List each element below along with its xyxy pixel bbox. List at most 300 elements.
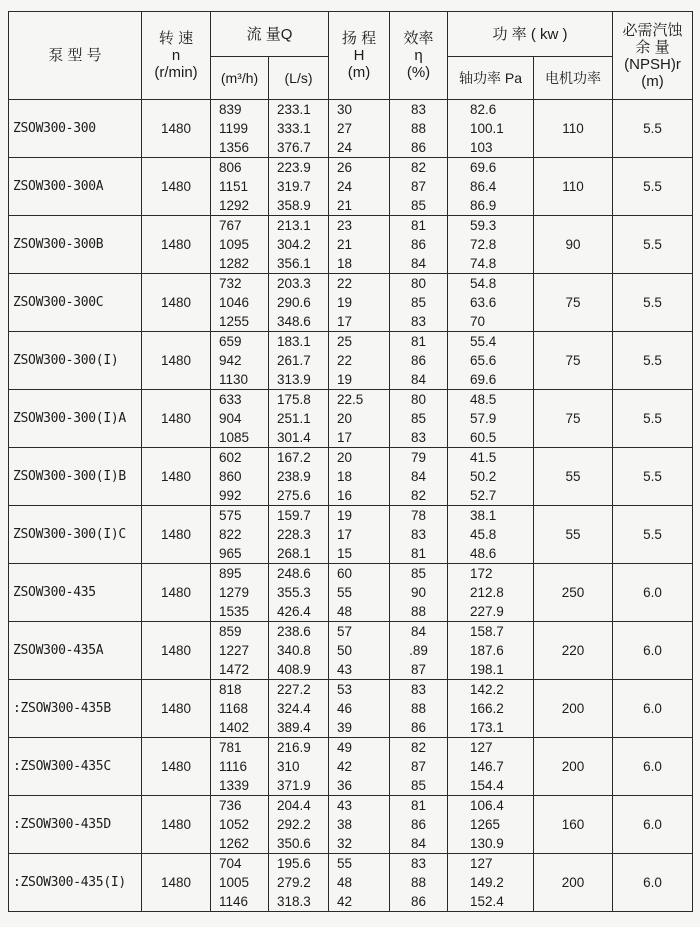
head-cell xyxy=(329,100,390,158)
flow-m3h-cell-value: 992 xyxy=(219,488,242,503)
head-cell-value: 20 xyxy=(337,450,353,465)
efficiency-cell-value: 84 xyxy=(410,624,427,639)
table-row xyxy=(9,274,693,332)
efficiency-cell-value: 78 xyxy=(410,508,427,523)
flow-ls-cell xyxy=(269,854,329,912)
head-cell-value: 43 xyxy=(337,662,353,677)
head-cell-value: 48 xyxy=(337,604,353,619)
flow-m3h-cell-value: 965 xyxy=(219,546,242,561)
efficiency-cell-value: 81 xyxy=(410,798,427,813)
speed-cell: 1480 xyxy=(142,274,211,332)
head-cell-value: 19 xyxy=(337,372,353,387)
flow-m3h-cell-value: 732 xyxy=(219,276,242,291)
shaft-power-cell-value: 86.9 xyxy=(470,198,497,213)
table-row xyxy=(9,622,693,680)
head-cell-value: 21 xyxy=(337,237,353,252)
efficiency-cell xyxy=(390,390,448,448)
head-cell xyxy=(329,796,390,854)
npsh-cell: 6.0 xyxy=(613,854,693,912)
flow-m3h-cell-value: 942 xyxy=(219,353,242,368)
flow-ls-cell-value: 159.7 xyxy=(277,508,311,523)
head-cell-value: 46 xyxy=(337,701,353,716)
efficiency-cell-value: 85 xyxy=(410,411,427,426)
head-cell xyxy=(329,216,390,274)
header-efficiency: 效率 η (%) xyxy=(390,12,448,100)
motor-power-cell: 75 xyxy=(534,332,613,390)
flow-ls-cell-value: 389.4 xyxy=(277,720,311,735)
motor-power-cell: 75 xyxy=(534,390,613,448)
flow-m3h-cell-value: 1168 xyxy=(219,701,249,716)
npsh-cell: 6.0 xyxy=(613,796,693,854)
head-cell-value: 30 xyxy=(337,102,353,117)
flow-ls-cell-value: 356.1 xyxy=(277,256,311,271)
speed-cell: 1480 xyxy=(142,216,211,274)
flow-ls-cell-value: 340.8 xyxy=(277,643,311,658)
npsh-cell: 6.0 xyxy=(613,622,693,680)
head-cell-value: 57 xyxy=(337,624,353,639)
shaft-power-cell-value: 154.4 xyxy=(470,778,504,793)
table-row xyxy=(9,332,693,390)
shaft-power-cell xyxy=(448,622,534,680)
flow-ls-cell xyxy=(269,216,329,274)
flow-m3h-cell xyxy=(211,680,269,738)
efficiency-cell-value: 84 xyxy=(410,256,427,271)
efficiency-cell xyxy=(390,158,448,216)
flow-ls-cell-value: 233.1 xyxy=(277,102,311,117)
shaft-power-cell-value: 69.6 xyxy=(470,372,497,387)
flow-ls-cell-value: 348.6 xyxy=(277,314,311,329)
shaft-power-cell xyxy=(448,158,534,216)
shaft-power-cell-value: 100.1 xyxy=(470,121,504,136)
motor-power-cell: 55 xyxy=(534,506,613,564)
shaft-power-cell-value: 52.7 xyxy=(470,488,497,503)
efficiency-cell-value: 83 xyxy=(410,314,427,329)
flow-ls-cell-value: 279.2 xyxy=(277,875,311,890)
speed-cell: 1480 xyxy=(142,564,211,622)
flow-ls-cell-value: 175.8 xyxy=(277,392,311,407)
shaft-power-cell-value: 82.6 xyxy=(470,102,497,117)
flow-m3h-cell-value: 1095 xyxy=(219,237,250,252)
flow-m3h-cell xyxy=(211,390,269,448)
shaft-power-cell-value: 212.8 xyxy=(470,585,504,600)
npsh-cell: 5.5 xyxy=(613,100,693,158)
shaft-power-cell-value: 198.1 xyxy=(470,662,504,677)
flow-ls-cell xyxy=(269,448,329,506)
model-cell: ZSOW300-300C xyxy=(9,274,142,332)
shaft-power-cell xyxy=(448,274,534,332)
flow-m3h-cell-value: 806 xyxy=(219,160,242,175)
flow-m3h-cell-value: 704 xyxy=(219,856,242,871)
efficiency-cell xyxy=(390,506,448,564)
npsh-cell: 5.5 xyxy=(613,390,693,448)
head-cell xyxy=(329,274,390,332)
npsh-cell: 6.0 xyxy=(613,564,693,622)
head-cell-value: 19 xyxy=(337,295,353,310)
shaft-power-cell-value: 106.4 xyxy=(470,798,504,813)
model-cell: ZSOW300-300(I)B xyxy=(9,448,142,506)
speed-cell: 1480 xyxy=(142,738,211,796)
efficiency-cell-value: 81 xyxy=(410,546,427,561)
flow-ls-cell xyxy=(269,100,329,158)
efficiency-cell xyxy=(390,622,448,680)
flow-ls-cell-value: 319.7 xyxy=(277,179,311,194)
flow-m3h-cell-value: 1292 xyxy=(219,198,250,213)
head-cell xyxy=(329,332,390,390)
efficiency-cell-value: 86 xyxy=(410,140,427,155)
shaft-power-cell-value: 173.1 xyxy=(470,720,504,735)
shaft-power-cell-value: 65.6 xyxy=(470,353,497,368)
shaft-power-cell-value: 130.9 xyxy=(470,836,504,851)
motor-power-cell: 250 xyxy=(534,564,613,622)
flow-m3h-cell-value: 1402 xyxy=(219,720,250,735)
shaft-power-cell xyxy=(448,100,534,158)
speed-cell: 1480 xyxy=(142,448,211,506)
speed-cell: 1480 xyxy=(142,854,211,912)
flow-ls-cell-value: 304.2 xyxy=(277,237,311,252)
table-row xyxy=(9,448,693,506)
flow-m3h-cell xyxy=(211,332,269,390)
flow-ls-cell-value: 183.1 xyxy=(277,334,311,349)
head-cell-value: 20 xyxy=(337,411,353,426)
flow-ls-cell xyxy=(269,622,329,680)
speed-cell: 1480 xyxy=(142,796,211,854)
shaft-power-cell-value: 86.4 xyxy=(470,179,497,194)
flow-m3h-cell-value: 859 xyxy=(219,624,242,639)
head-cell-value: 27 xyxy=(337,121,353,136)
flow-m3h-cell xyxy=(211,564,269,622)
flow-m3h-cell-value: 1255 xyxy=(219,314,250,329)
head-cell-value: 49 xyxy=(337,740,353,755)
flow-m3h-cell xyxy=(211,796,269,854)
flow-ls-cell-value: 261.7 xyxy=(277,353,311,368)
efficiency-cell-value: 83 xyxy=(410,682,427,697)
npsh-cell: 5.5 xyxy=(613,448,693,506)
flow-m3h-cell xyxy=(211,274,269,332)
efficiency-cell-value: 85 xyxy=(410,198,427,213)
flow-ls-cell-value: 333.1 xyxy=(277,121,311,136)
flow-m3h-cell-value: 860 xyxy=(219,469,242,484)
flow-m3h-cell-value: 602 xyxy=(219,450,242,465)
flow-ls-cell xyxy=(269,564,329,622)
speed-cell: 1480 xyxy=(142,390,211,448)
head-cell-value: 15 xyxy=(337,546,353,561)
shaft-power-cell-value: 146.7 xyxy=(470,759,504,774)
table-row xyxy=(9,390,693,448)
motor-power-cell: 55 xyxy=(534,448,613,506)
efficiency-cell-value: 82 xyxy=(410,740,427,755)
flow-ls-cell xyxy=(269,274,329,332)
flow-m3h-cell-value: 1472 xyxy=(219,662,250,677)
shaft-power-cell xyxy=(448,680,534,738)
speed-cell: 1480 xyxy=(142,680,211,738)
flow-m3h-cell-value: 895 xyxy=(219,566,242,581)
flow-m3h-cell-value: 1199 xyxy=(219,121,249,136)
head-cell-value: 18 xyxy=(337,256,353,271)
shaft-power-cell-value: 227.9 xyxy=(470,604,504,619)
flow-ls-cell-value: 376.7 xyxy=(277,140,311,155)
table-body xyxy=(9,100,693,912)
shaft-power-cell xyxy=(448,738,534,796)
shaft-power-cell-value: 57.9 xyxy=(470,411,497,426)
head-cell-value: 19 xyxy=(337,508,353,523)
shaft-power-cell xyxy=(448,854,534,912)
flow-ls-cell xyxy=(269,158,329,216)
table-row xyxy=(9,158,693,216)
flow-ls-cell xyxy=(269,738,329,796)
efficiency-cell-value: 80 xyxy=(410,392,427,407)
flow-ls-cell-value: 238.6 xyxy=(277,624,311,639)
shaft-power-cell-value: 69.6 xyxy=(470,160,497,175)
efficiency-cell-value: 86 xyxy=(410,353,427,368)
head-cell xyxy=(329,390,390,448)
flow-ls-cell-value: 223.9 xyxy=(277,160,311,175)
flow-ls-cell xyxy=(269,506,329,564)
efficiency-cell-value: 83 xyxy=(410,102,427,117)
table-row xyxy=(9,564,693,622)
table-row xyxy=(9,680,693,738)
flow-ls-cell-value: 204.4 xyxy=(277,798,311,813)
head-cell-value: 55 xyxy=(337,856,353,871)
shaft-power-cell-value: 41.5 xyxy=(470,450,497,465)
table-row xyxy=(9,796,693,854)
head-cell-value: 42 xyxy=(337,759,353,774)
flow-ls-cell-value: 301.4 xyxy=(277,430,311,445)
shaft-power-cell xyxy=(448,448,534,506)
shaft-power-cell-value: 172 xyxy=(470,566,493,581)
shaft-power-cell xyxy=(448,564,534,622)
head-cell xyxy=(329,854,390,912)
head-cell-value: 22 xyxy=(337,353,353,368)
flow-ls-cell-value: 216.9 xyxy=(277,740,311,755)
head-cell-value: 24 xyxy=(337,140,353,155)
flow-m3h-cell-value: 736 xyxy=(219,798,242,813)
flow-m3h-cell xyxy=(211,622,269,680)
table-row xyxy=(9,854,693,912)
flow-ls-cell-value: 426.4 xyxy=(277,604,311,619)
shaft-power-cell-value: 55.4 xyxy=(470,334,497,349)
flow-ls-cell-value: 371.9 xyxy=(277,778,311,793)
flow-m3h-cell xyxy=(211,506,269,564)
model-cell: ZSOW300-435 xyxy=(9,564,142,622)
flow-m3h-cell-value: 839 xyxy=(219,102,242,117)
shaft-power-cell xyxy=(448,390,534,448)
efficiency-cell-value: 86 xyxy=(410,817,427,832)
flow-ls-cell xyxy=(269,680,329,738)
head-cell-value: 48 xyxy=(337,875,353,890)
efficiency-cell-value: 87 xyxy=(410,662,427,677)
head-cell-value: 17 xyxy=(337,527,353,542)
pump-performance-table xyxy=(8,11,693,912)
efficiency-cell xyxy=(390,738,448,796)
table-row xyxy=(9,100,693,158)
model-cell: ZSOW300-435A xyxy=(9,622,142,680)
header-flow-ls: (L/s) xyxy=(269,57,329,100)
flow-m3h-cell xyxy=(211,448,269,506)
speed-cell: 1480 xyxy=(142,100,211,158)
head-cell-value: 23 xyxy=(337,218,353,233)
motor-power-cell: 75 xyxy=(534,274,613,332)
model-cell: ZSOW300-300 xyxy=(9,100,142,158)
header-npsh: 必需汽蚀 余 量 (NPSH)r (m) xyxy=(613,12,693,100)
flow-m3h-cell-value: 1116 xyxy=(219,759,248,774)
flow-m3h-cell-value: 1339 xyxy=(219,778,250,793)
flow-ls-cell-value: 358.9 xyxy=(277,198,311,213)
efficiency-cell-value: 80 xyxy=(410,276,427,291)
flow-ls-cell-value: 167.2 xyxy=(277,450,311,465)
table-header xyxy=(9,12,693,100)
efficiency-cell-value: 86 xyxy=(410,237,427,252)
flow-m3h-cell-value: 1085 xyxy=(219,430,250,445)
shaft-power-cell xyxy=(448,796,534,854)
efficiency-cell-value: 84 xyxy=(410,469,427,484)
head-cell xyxy=(329,506,390,564)
model-cell: :ZSOW300-435B xyxy=(9,680,142,738)
flow-m3h-cell-value: 1356 xyxy=(219,140,250,155)
shaft-power-cell xyxy=(448,216,534,274)
flow-ls-cell-value: 310 xyxy=(277,759,300,774)
shaft-power-cell-value: 149.2 xyxy=(470,875,504,890)
flow-m3h-cell-value: 1052 xyxy=(219,817,250,832)
head-cell-value: 55 xyxy=(337,585,353,600)
motor-power-cell: 110 xyxy=(534,158,613,216)
efficiency-cell xyxy=(390,854,448,912)
efficiency-cell-value: 83 xyxy=(410,856,427,871)
header-power: 功 率 ( kw ) xyxy=(448,12,613,57)
efficiency-cell-value: .89 xyxy=(409,643,428,658)
efficiency-cell-value: 88 xyxy=(410,604,427,619)
model-cell: :ZSOW300-435C xyxy=(9,738,142,796)
shaft-power-cell-value: 1265 xyxy=(470,817,501,832)
flow-ls-cell xyxy=(269,332,329,390)
efficiency-cell-value: 85 xyxy=(410,566,427,581)
shaft-power-cell-value: 63.6 xyxy=(470,295,497,310)
flow-m3h-cell-value: 1151 xyxy=(219,179,249,194)
head-cell-value: 36 xyxy=(337,778,353,793)
flow-m3h-cell-value: 1279 xyxy=(219,585,250,600)
flow-m3h-cell-value: 1535 xyxy=(219,604,250,619)
table-row xyxy=(9,216,693,274)
header-motor-power: 电机功率 xyxy=(534,57,613,100)
npsh-cell: 5.5 xyxy=(613,274,693,332)
head-cell-value: 22.5 xyxy=(337,392,364,407)
head-cell-value: 21 xyxy=(337,198,353,213)
efficiency-cell-value: 83 xyxy=(410,527,427,542)
table-row xyxy=(9,506,693,564)
flow-ls-cell-value: 292.2 xyxy=(277,817,311,832)
flow-ls-cell-value: 203.3 xyxy=(277,276,311,291)
flow-ls-cell-value: 227.2 xyxy=(277,682,311,697)
efficiency-cell-value: 88 xyxy=(410,701,427,716)
motor-power-cell: 200 xyxy=(534,738,613,796)
head-cell-value: 25 xyxy=(337,334,353,349)
flow-m3h-cell-value: 818 xyxy=(219,682,242,697)
shaft-power-cell-value: 158.7 xyxy=(470,624,504,639)
motor-power-cell: 200 xyxy=(534,854,613,912)
table-row xyxy=(9,738,693,796)
flow-ls-cell-value: 324.4 xyxy=(277,701,311,716)
shaft-power-cell-value: 152.4 xyxy=(470,894,504,909)
motor-power-cell: 160 xyxy=(534,796,613,854)
motor-power-cell: 90 xyxy=(534,216,613,274)
head-cell-value: 26 xyxy=(337,160,353,175)
model-cell: ZSOW300-300B xyxy=(9,216,142,274)
motor-power-cell: 200 xyxy=(534,680,613,738)
head-cell-value: 53 xyxy=(337,682,353,697)
efficiency-cell xyxy=(390,274,448,332)
efficiency-cell-value: 85 xyxy=(410,295,427,310)
efficiency-cell-value: 90 xyxy=(410,585,427,600)
head-cell-value: 39 xyxy=(337,720,353,735)
flow-m3h-cell-value: 659 xyxy=(219,334,242,349)
flow-ls-cell-value: 318.3 xyxy=(277,894,311,909)
flow-ls-cell-value: 195.6 xyxy=(277,856,311,871)
shaft-power-cell-value: 127 xyxy=(470,856,493,871)
flow-ls-cell-value: 238.9 xyxy=(277,469,311,484)
header-head: 扬 程 H (m) xyxy=(329,12,390,100)
head-cell xyxy=(329,564,390,622)
flow-ls-cell-value: 248.6 xyxy=(277,566,311,581)
npsh-cell: 5.5 xyxy=(613,332,693,390)
head-cell xyxy=(329,738,390,796)
efficiency-cell xyxy=(390,448,448,506)
shaft-power-cell-value: 142.2 xyxy=(470,682,504,697)
header-flow: 流 量Q xyxy=(211,12,329,57)
head-cell-value: 18 xyxy=(337,469,353,484)
flow-m3h-cell-value: 1282 xyxy=(219,256,250,271)
efficiency-cell-value: 86 xyxy=(410,894,427,909)
head-cell xyxy=(329,158,390,216)
flow-m3h-cell xyxy=(211,100,269,158)
flow-m3h-cell-value: 575 xyxy=(219,508,242,523)
flow-ls-cell-value: 228.3 xyxy=(277,527,311,542)
shaft-power-cell-value: 48.6 xyxy=(470,546,497,561)
flow-m3h-cell xyxy=(211,216,269,274)
model-cell: ZSOW300-300(I)C xyxy=(9,506,142,564)
header-flow-m3h: (m³/h) xyxy=(211,57,269,100)
npsh-cell: 6.0 xyxy=(613,738,693,796)
efficiency-cell-value: 82 xyxy=(410,488,427,503)
efficiency-cell xyxy=(390,216,448,274)
efficiency-cell-value: 82 xyxy=(410,160,427,175)
efficiency-cell-value: 88 xyxy=(410,875,427,890)
efficiency-cell xyxy=(390,100,448,158)
speed-cell: 1480 xyxy=(142,506,211,564)
flow-m3h-cell-value: 1262 xyxy=(219,836,250,851)
head-cell-value: 60 xyxy=(337,566,353,581)
shaft-power-cell-value: 74.8 xyxy=(470,256,497,271)
head-cell-value: 17 xyxy=(337,430,353,445)
shaft-power-cell-value: 38.1 xyxy=(470,508,497,523)
speed-cell: 1480 xyxy=(142,332,211,390)
efficiency-cell-value: 83 xyxy=(410,430,427,445)
model-cell: ZSOW300-300(I) xyxy=(9,332,142,390)
flow-ls-cell-value: 275.6 xyxy=(277,488,311,503)
flow-m3h-cell-value: 904 xyxy=(219,411,242,426)
head-cell-value: 17 xyxy=(337,314,353,329)
flow-ls-cell-value: 251.1 xyxy=(277,411,311,426)
shaft-power-cell-value: 59.3 xyxy=(470,218,497,233)
efficiency-cell-value: 84 xyxy=(410,836,427,851)
shaft-power-cell-value: 127 xyxy=(470,740,493,755)
shaft-power-cell-value: 72.8 xyxy=(470,237,497,252)
flow-ls-cell-value: 350.6 xyxy=(277,836,311,851)
speed-cell: 1480 xyxy=(142,158,211,216)
header-model: 泵 型 号 xyxy=(9,12,142,100)
efficiency-cell-value: 79 xyxy=(410,450,427,465)
motor-power-cell: 220 xyxy=(534,622,613,680)
efficiency-cell-value: 84 xyxy=(410,372,427,387)
efficiency-cell-value: 81 xyxy=(410,334,427,349)
